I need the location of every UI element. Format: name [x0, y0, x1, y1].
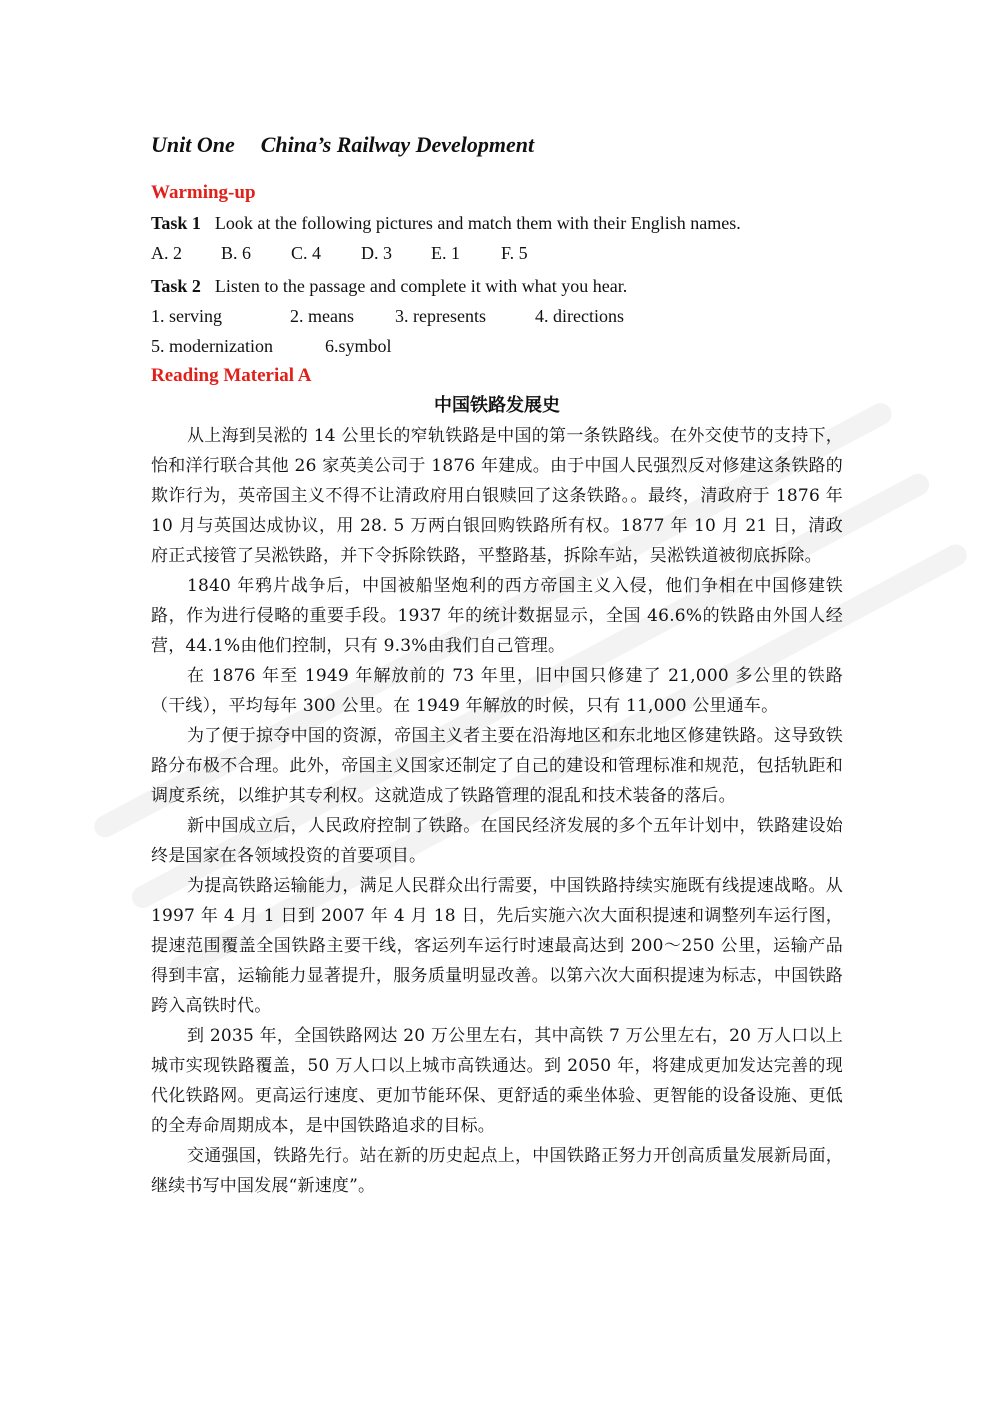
task-1-text: Look at the following pictures and match them with their English names. — [214, 213, 741, 233]
task-2-label: Task 2 — [151, 276, 201, 296]
reading-paragraph: 到 2035 年，全国铁路网达 20 万公里左右，其中高铁 7 万公里左右，20 万人口以上城市实现铁路覆盖，50 万人口以上城市高铁通达。到 2050 年，将建成更加发达完善的现代化铁路网。更高运行速度、更加节能环保、更舒适的乘坐体验、更智能的设备设施、更低的全寿命周期成本，是中国铁路追求的目标。 — [151, 1026, 843, 1136]
reading-paragraph: 新中国成立后，人民政府控制了铁路。在国民经济发展的多个五年计划中，铁路建设始终是国家在各领域投资的首要项目。 — [151, 816, 843, 866]
warming-up-heading: Warming-up — [151, 182, 256, 203]
page-content — [151, 126, 843, 1201]
task-2-answers-row-2 — [151, 331, 843, 361]
task-2 — [151, 271, 843, 301]
task-1-answer: D. 3 — [361, 243, 392, 263]
task-1-answer: E. 1 — [431, 243, 460, 263]
task-1-label: Task 1 — [151, 213, 201, 233]
reading-paragraph: 在 1876 年至 1949 年解放前的 73 年里，旧中国只修建了 21,000 多公里的铁路（干线），平均每年 300 公里。在 1949 年解放的时候，只有 11,000 公里通车。 — [151, 666, 843, 716]
task-2-answer: 2. means — [290, 306, 354, 326]
reading-paragraph: 1840 年鸦片战争后，中国被船坚炮利的西方帝国主义入侵，他们争相在中国修建铁路，作为进行侵略的重要手段。1937 年的统计数据显示，全国 46.6%的铁路由外国人经营，44.1%由他们控制，只有 9.3%由我们自己管理。 — [151, 576, 843, 656]
task-2-answer: 6.symbol — [325, 336, 392, 356]
reading-paragraph: 为了便于掠夺中国的资源，帝国主义者主要在沿海地区和东北地区修建铁路。这导致铁路分布极不合理。此外，帝国主义国家还制定了自己的建设和管理标准和规范，包括轨距和调度系统，以维护其专利权。这就造成了铁路管理的混乱和技术装备的落后。 — [151, 726, 843, 806]
task-2-answer: 3. represents — [395, 306, 486, 326]
unit-title — [151, 132, 843, 158]
reading-paragraph: 交通强国，铁路先行。站在新的历史起点上，中国铁路正努力开创高质量发展新局面，继续书写中国发展“新速度”。 — [151, 1146, 843, 1196]
reading-paragraph: 为提高铁路运输能力，满足人民群众出行需要，中国铁路持续实施既有线提速战略。从 1997 年 4 月 1 日到 2007 年 4 月 18 日，先后实施六次大面积提速和调整列车运行图，提速范围覆盖全国铁路主要干线，客运列车运行时速最高达到 200～250 公里，运输产品得到丰富，运输能力显著提升，服务质量明显改善。以第六次大面积提速为标志，中国铁路跨入高铁时代。 — [151, 876, 843, 1016]
unit-topic: China’s Railway Development — [260, 132, 535, 157]
task-2-answer: 5. modernization — [151, 336, 273, 356]
task-2-answer: 4. directions — [535, 306, 624, 326]
task-2-text: Listen to the passage and complete it with what you hear. — [214, 276, 628, 296]
task-1-answer: A. 2 — [151, 243, 182, 263]
unit-number: Unit One — [151, 132, 235, 157]
task-1 — [151, 208, 843, 238]
reading-title: 中国铁路发展史 — [434, 395, 560, 416]
task-1-answer: B. 6 — [221, 243, 252, 263]
reading-paragraph: 从上海到吴淞的 14 公里长的窄轨铁路是中国的第一条铁路线。在外交使节的支持下，怡和洋行联合其他 26 家英美公司于 1876 年建成。由于中国人民强烈反对修建这条铁路的欺诈行为，英帝国主义不得不让清政府用白银赎回了这条铁路。。最终，清政府于 1876 年 10 月与英国达成协议，用 28. 5 万两白银回购铁路所有权。1877 年 10 月 21 日，清政府正式接管了吴淞铁路，并下令拆除铁路，平整路基，拆除车站，吴淞铁道被彻底拆除。 — [151, 426, 843, 566]
task-2-answers-row-1 — [151, 301, 843, 331]
task-1-answer: F. 5 — [501, 243, 528, 263]
task-1-answers — [151, 238, 843, 268]
task-1-answer: C. 4 — [291, 243, 322, 263]
task-2-answer: 1. serving — [151, 306, 222, 326]
reading-material-heading: Reading Material A — [151, 365, 312, 386]
